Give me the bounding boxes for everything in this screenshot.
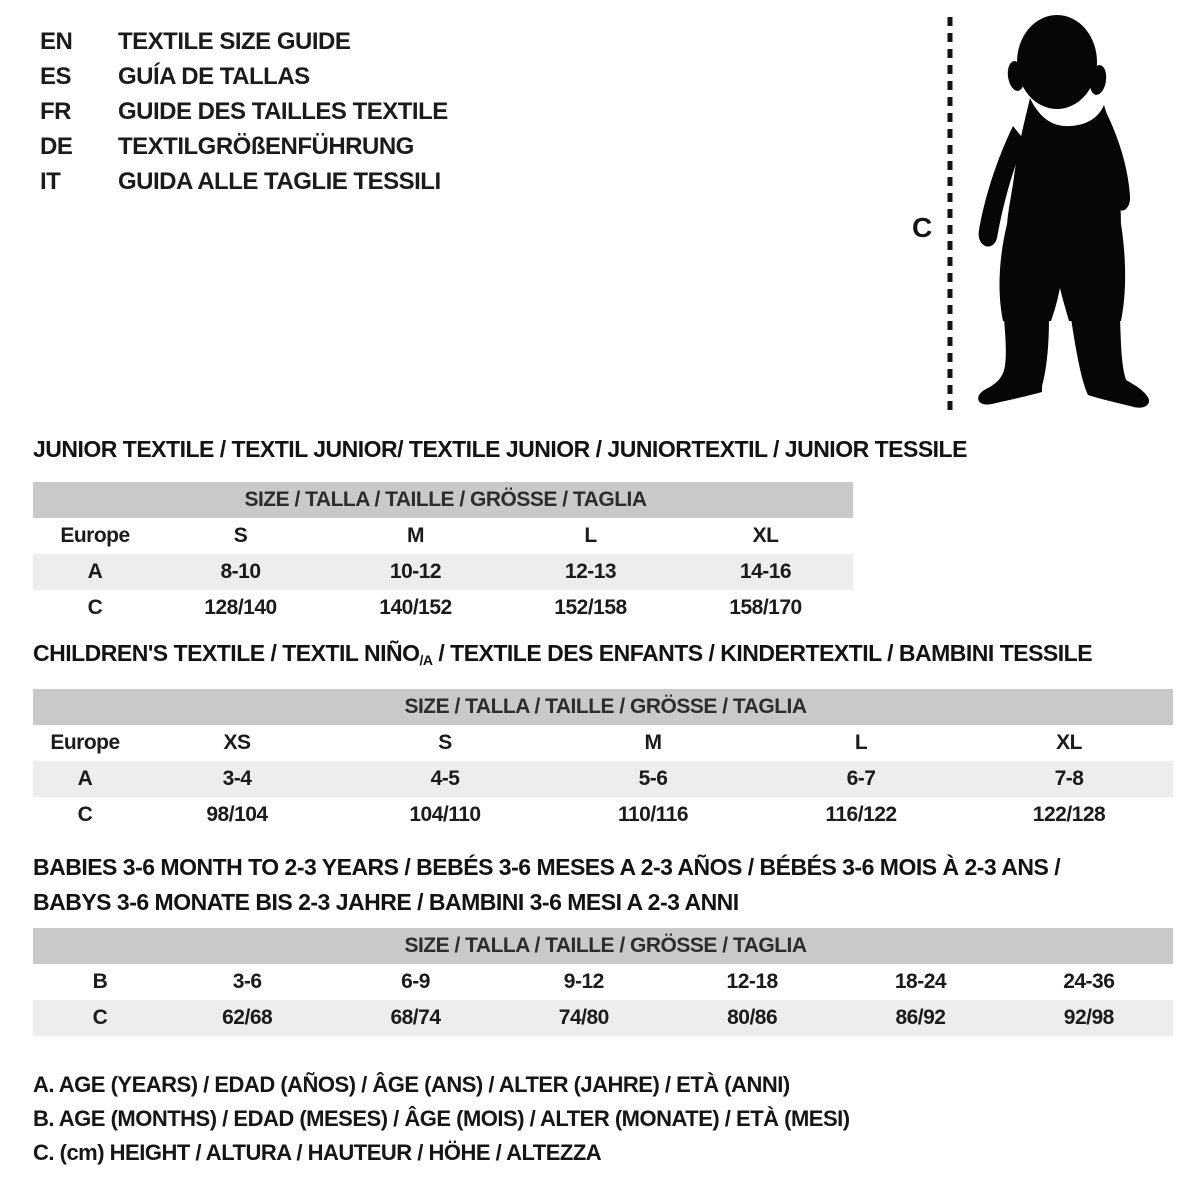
children-size-table — [33, 689, 1173, 833]
table-cell: M — [407, 524, 424, 547]
legend-age-months: B. AGE (MONTHS) / EDAD (MESES) / ÂGE (MOIS) / ALTER (MONATE) / ETÀ (MESI) — [33, 1106, 850, 1131]
table-row — [33, 554, 853, 590]
guide-title: GUIDE DES TAILLES TEXTILE — [118, 97, 448, 125]
size-header-bar: SIZE / TALLA / TAILLE / GRÖSSE / TAGLIA — [33, 689, 1173, 725]
row-label: B — [92, 970, 108, 993]
table-cell: 122/128 — [1032, 803, 1106, 826]
table-cell: 8-10 — [153, 554, 328, 590]
table-cell: 140/152 — [379, 596, 452, 619]
row-label: Europe — [50, 731, 120, 754]
size-header-bar: SIZE / TALLA / TAILLE / GRÖSSE / TAGLIA — [33, 928, 1173, 964]
language-code: IT — [40, 167, 61, 195]
table-cell: 18-24 — [894, 970, 947, 993]
language-code: ES — [40, 62, 72, 90]
babies-section-heading — [33, 850, 1060, 920]
guide-title: GUÍA DE TALLAS — [118, 62, 310, 90]
guide-title: TEXTILGRÖßENFÜHRUNG — [118, 132, 414, 160]
table-cell: 24-36 — [1063, 970, 1115, 993]
table-row — [33, 761, 1173, 797]
table-header-row — [33, 928, 1173, 964]
table-header-row — [33, 482, 853, 518]
legend-height-cm: C. (cm) HEIGHT / ALTURA / HAUTEUR / HÖHE / ALTEZZA — [33, 1140, 602, 1165]
language-code: FR — [40, 97, 71, 125]
measure-c-label: C — [912, 212, 932, 243]
heading-text: CHILDREN'S TEXTILE / TEXTIL NIÑO — [33, 640, 420, 666]
table-cell: L — [584, 524, 597, 547]
table-cell: 74/80 — [500, 1000, 668, 1036]
row-label: A — [33, 554, 153, 590]
table-cell: 14-16 — [678, 554, 853, 590]
guide-title: GUIDA ALLE TAGLIE TESSILI — [118, 167, 441, 195]
table-cell: 9-12 — [563, 970, 604, 993]
table-cell: 5-6 — [549, 761, 757, 797]
babies-size-table — [33, 928, 1173, 1036]
language-code: DE — [40, 132, 73, 160]
row-label: C — [77, 803, 93, 826]
table-cell: 68/74 — [331, 1000, 499, 1036]
table-cell: S — [233, 524, 248, 547]
table-cell: 6-7 — [757, 761, 965, 797]
heading-text: BABYS 3-6 MONATE BIS 2-3 JAHRE / BAMBINI 3-6 MESI A 2-3 ANNI — [33, 889, 739, 915]
junior-section-heading: JUNIOR TEXTILE / TEXTIL JUNIOR/ TEXTILE JUNIOR / JUNIORTEXTIL / JUNIOR TESSILE — [33, 436, 967, 462]
table-cell: S — [438, 731, 452, 754]
table-cell: 152/158 — [554, 596, 627, 619]
table-row — [33, 964, 1173, 1000]
table-cell: 80/86 — [668, 1000, 836, 1036]
table-cell: 104/110 — [409, 803, 481, 826]
table-cell: 4-5 — [341, 761, 549, 797]
table-cell: 7-8 — [965, 761, 1173, 797]
language-title-list — [40, 24, 448, 199]
table-row — [33, 518, 853, 554]
table-row — [33, 1000, 1173, 1036]
table-cell: 128/140 — [204, 596, 277, 619]
table-cell: 12-13 — [503, 554, 678, 590]
junior-size-table — [33, 482, 853, 626]
table-cell: XL — [1056, 731, 1082, 754]
table-cell: 62/68 — [163, 1000, 331, 1036]
table-cell: 3-4 — [133, 761, 341, 797]
table-row — [33, 725, 1173, 761]
row-label: C — [87, 596, 103, 619]
row-label: C — [33, 1000, 163, 1036]
toddler-silhouette-icon — [900, 12, 1160, 422]
size-header-bar: SIZE / TALLA / TAILLE / GRÖSSE / TAGLIA — [33, 482, 853, 518]
row-label: Europe — [60, 524, 130, 547]
heading-text: BABIES 3-6 MONTH TO 2-3 YEARS / BEBÉS 3-6 MESES A 2-3 AÑOS / BÉBÉS 3-6 MOIS À 2-3 ANS / — [33, 854, 1061, 880]
children-section-heading — [33, 640, 1092, 668]
table-cell: M — [644, 731, 662, 754]
table-cell: 92/98 — [1005, 1000, 1173, 1036]
table-header-row — [33, 689, 1173, 725]
table-cell: L — [854, 731, 868, 754]
table-cell: XS — [223, 731, 251, 754]
measurement-legend — [33, 1068, 850, 1170]
table-row — [33, 590, 853, 626]
table-cell: 158/170 — [729, 596, 802, 619]
row-label: A — [33, 761, 133, 797]
language-code: EN — [40, 27, 73, 55]
table-row — [33, 797, 1173, 833]
heading-text: / TEXTILE DES ENFANTS / KINDERTEXTIL / BAMBINI TESSILE — [432, 640, 1093, 666]
table-cell: 10-12 — [328, 554, 503, 590]
legend-age-years: A. AGE (YEARS) / EDAD (AÑOS) / ÂGE (ANS) / ALTER (JAHRE) / ETÀ (ANNI) — [33, 1072, 790, 1097]
table-cell: 116/122 — [825, 803, 897, 826]
table-cell: 86/92 — [836, 1000, 1004, 1036]
table-cell: XL — [752, 524, 779, 547]
table-cell: 110/116 — [617, 803, 689, 826]
table-cell: 12-18 — [726, 970, 778, 993]
table-cell: 3-6 — [232, 970, 262, 993]
table-cell: 98/104 — [206, 803, 268, 826]
heading-subscript: /A — [419, 652, 433, 668]
guide-title: TEXTILE SIZE GUIDE — [118, 27, 351, 55]
table-cell: 6-9 — [401, 970, 430, 993]
